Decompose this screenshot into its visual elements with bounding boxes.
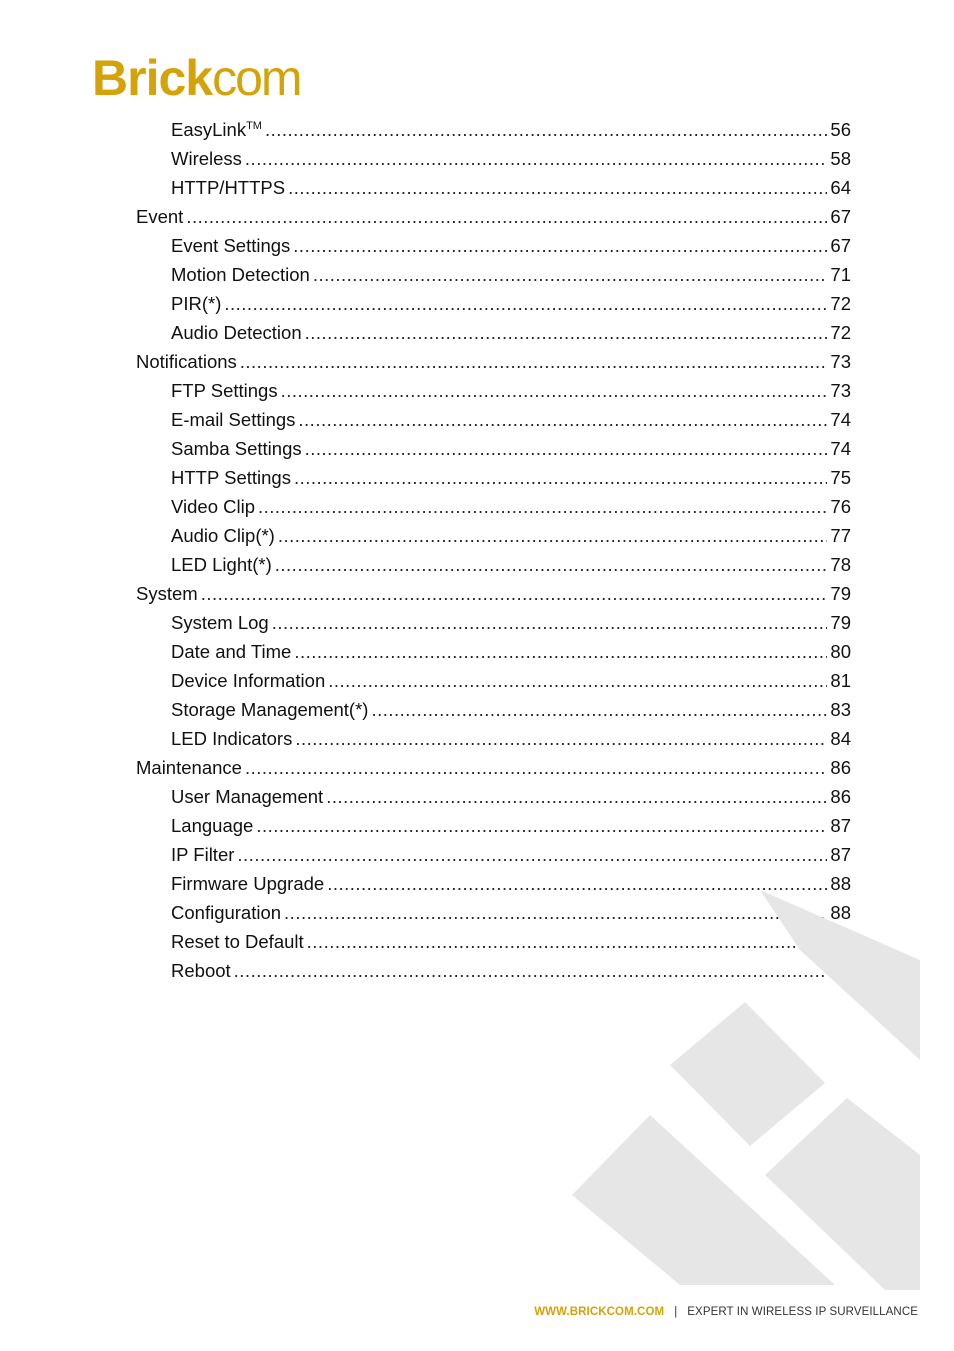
toc-entry-title (171, 405, 295, 434)
toc-leader-dots (295, 724, 827, 753)
toc-entry-title-text: Event Settings (171, 235, 291, 256)
toc-leader-dots (258, 492, 827, 521)
toc-entry-title-text: Device Information (171, 670, 326, 691)
toc-entry[interactable] (171, 782, 851, 811)
toc-page-number: 72 (830, 322, 851, 343)
toc-entry[interactable] (171, 376, 851, 405)
toc-page-number: 73 (830, 380, 851, 401)
toc-entry-title-text: Samba Settings (171, 438, 302, 459)
toc-entry-title (136, 753, 242, 782)
toc-entry-title (171, 927, 304, 956)
toc-entry-title (171, 144, 242, 173)
toc-entry-title (171, 260, 310, 289)
toc-entry-title-text: Reset to Default (171, 931, 304, 952)
toc-entry-title-text: Video Clip (171, 496, 255, 517)
toc-leader-dots (313, 260, 828, 289)
toc-entry[interactable] (171, 260, 851, 289)
toc-entry-title-text: Motion Detection (171, 264, 310, 285)
footer-tagline: EXPERT IN WIRELESS IP SURVEILLANCE (687, 1306, 918, 1318)
toc-leader-dots (281, 376, 828, 405)
toc-page-number: 77 (830, 525, 851, 546)
toc-page-number: 80 (830, 641, 851, 662)
toc-page-number: 79 (830, 583, 851, 604)
toc-entry-title (171, 173, 285, 202)
toc-page-number: 74 (830, 409, 851, 430)
footer-url[interactable]: WWW.BRICKCOM.COM (534, 1306, 665, 1318)
toc-entry-title-text: LED Indicators (171, 728, 293, 749)
toc-entry[interactable] (171, 289, 851, 318)
toc-leader-dots (237, 840, 827, 869)
toc-entry[interactable] (171, 405, 851, 434)
toc-entry[interactable] (171, 463, 851, 492)
toc-entry[interactable] (136, 753, 851, 782)
toc-entry-title (171, 608, 269, 637)
toc-leader-dots (305, 318, 828, 347)
toc-leader-dots (240, 347, 828, 376)
toc-leader-dots (278, 521, 828, 550)
toc-entry-title (171, 956, 231, 985)
toc-entry-title (171, 898, 281, 927)
toc-entry[interactable] (171, 666, 851, 695)
toc-page-number: 75 (830, 467, 851, 488)
toc-entry-title (171, 869, 324, 898)
toc-entry[interactable] (171, 724, 851, 753)
toc-entry-title-text: Storage Management(*) (171, 699, 369, 720)
toc-leader-dots (294, 637, 827, 666)
toc-entry-title-text: Audio Detection (171, 322, 302, 343)
toc-entry-title (171, 521, 275, 550)
toc-entry-title (136, 579, 198, 608)
toc-leader-dots (201, 579, 828, 608)
toc-entry[interactable] (171, 840, 851, 869)
toc-leader-dots (371, 695, 827, 724)
toc-entry-title-text: LED Light(*) (171, 554, 272, 575)
toc-entry-title (171, 840, 234, 869)
toc-entry-title (171, 550, 272, 579)
toc-entry-title-text: Event (136, 206, 184, 227)
toc-entry-title-text: Audio Clip(*) (171, 525, 275, 546)
toc-leader-dots (305, 434, 828, 463)
toc-entry-title (171, 811, 253, 840)
toc-entry-title (171, 376, 278, 405)
toc-page-number: 88 (830, 902, 851, 923)
toc-entry[interactable] (171, 637, 851, 666)
toc-entry-title-text: Configuration (171, 902, 282, 923)
toc-page-number: 64 (830, 177, 851, 198)
toc-entry[interactable] (171, 550, 851, 579)
toc-entry[interactable] (171, 434, 851, 463)
toc-entry[interactable] (171, 492, 851, 521)
toc-entry[interactable] (136, 579, 851, 608)
toc-entry[interactable] (171, 521, 851, 550)
toc-leader-dots (293, 231, 827, 260)
logo-bold-text: Brick (92, 50, 213, 106)
toc-entry-title (171, 782, 323, 811)
toc-entry-title (171, 115, 262, 144)
toc-entry-title (171, 637, 291, 666)
logo-light-text: com (212, 50, 301, 106)
toc-entry-title (171, 695, 368, 724)
toc-page-number: 78 (830, 554, 851, 575)
toc-entry[interactable] (171, 318, 851, 347)
toc-entry-title (171, 231, 290, 260)
toc-entry-title (136, 202, 183, 231)
toc-entry[interactable] (171, 115, 851, 144)
toc-entry[interactable] (171, 173, 851, 202)
toc-entry-title (171, 724, 292, 753)
toc-page-number: 72 (830, 293, 851, 314)
toc-page-number: 86 (830, 786, 851, 807)
brickcom-logo (92, 52, 301, 104)
toc-entry-title-text: HTTP/HTTPS (171, 177, 286, 198)
toc-entry-title-text: Firmware Upgrade (171, 873, 325, 894)
toc-leader-dots (326, 782, 827, 811)
footer-separator: | (674, 1306, 678, 1318)
watermark-shape-2 (670, 1002, 825, 1146)
toc-leader-dots (186, 202, 827, 231)
toc-entry-title-text: System Log (171, 612, 269, 633)
toc-entry-title-text: Maintenance (136, 757, 242, 778)
toc-page-number: 81 (830, 670, 851, 691)
toc-entry-title (171, 463, 291, 492)
toc-entry[interactable] (171, 695, 851, 724)
toc-leader-dots (265, 115, 827, 144)
toc-entry-title-text: Reboot (171, 960, 231, 981)
watermark-shape-1 (760, 890, 920, 1060)
toc-page-number: 74 (830, 438, 851, 459)
toc-entry[interactable] (136, 202, 851, 231)
toc-page-number: 71 (830, 264, 851, 285)
toc-page-number: 87 (830, 844, 851, 865)
toc-page-number: 56 (830, 119, 851, 140)
toc-page-number: 84 (830, 728, 851, 749)
toc-entry-title-text: E-mail Settings (171, 409, 296, 430)
toc-page-number: 86 (830, 757, 851, 778)
toc-leader-dots (224, 289, 827, 318)
toc-entry-title-text: IP Filter (171, 844, 235, 865)
toc-leader-dots (275, 550, 828, 579)
toc-page-number: 67 (830, 206, 851, 227)
toc-entry-title-text: EasyLink (171, 119, 247, 140)
toc-leader-dots (256, 811, 827, 840)
toc-page-number: 88 (830, 873, 851, 894)
toc-entry[interactable] (171, 231, 851, 260)
toc-page-number: 67 (830, 235, 851, 256)
toc-entry-title-text: Language (171, 815, 254, 836)
toc-leader-dots (288, 173, 827, 202)
toc-entry-title-text: HTTP Settings (171, 467, 291, 488)
toc-leader-dots (272, 608, 828, 637)
toc-leader-dots (245, 144, 828, 173)
toc-entry-title-text: Wireless (171, 148, 242, 169)
toc-page-number: 79 (830, 612, 851, 633)
toc-entry-title (171, 318, 302, 347)
toc-entry-title-text: Notifications (136, 351, 237, 372)
toc-entry-title (171, 289, 221, 318)
watermark-graphic (560, 890, 920, 1290)
toc-entry-title (171, 492, 255, 521)
toc-entry[interactable] (171, 608, 851, 637)
toc-page-number: 87 (830, 815, 851, 836)
toc-entry-title (171, 434, 302, 463)
toc-entry[interactable] (171, 144, 851, 173)
toc-leader-dots (298, 405, 827, 434)
toc-leader-dots (328, 666, 827, 695)
toc-leader-dots (245, 753, 827, 782)
toc-page-number: 76 (830, 496, 851, 517)
toc-entry-title-text: FTP Settings (171, 380, 278, 401)
toc-entry[interactable] (171, 811, 851, 840)
toc-entry-title (136, 347, 237, 376)
toc-page-number: 58 (830, 148, 851, 169)
toc-entry-title-text: User Management (171, 786, 324, 807)
page-footer (534, 1306, 918, 1318)
toc-entry-title-text: Date and Time (171, 641, 292, 662)
toc-page-number: 83 (830, 699, 851, 720)
toc-leader-dots (294, 463, 827, 492)
toc-entry-title-text: System (136, 583, 198, 604)
toc-page-number: 73 (830, 351, 851, 372)
toc-entry-title-text: PIR(*) (171, 293, 222, 314)
trademark-sup: TM (246, 119, 262, 132)
toc-entry[interactable] (136, 347, 851, 376)
toc-entry-title (171, 666, 325, 695)
